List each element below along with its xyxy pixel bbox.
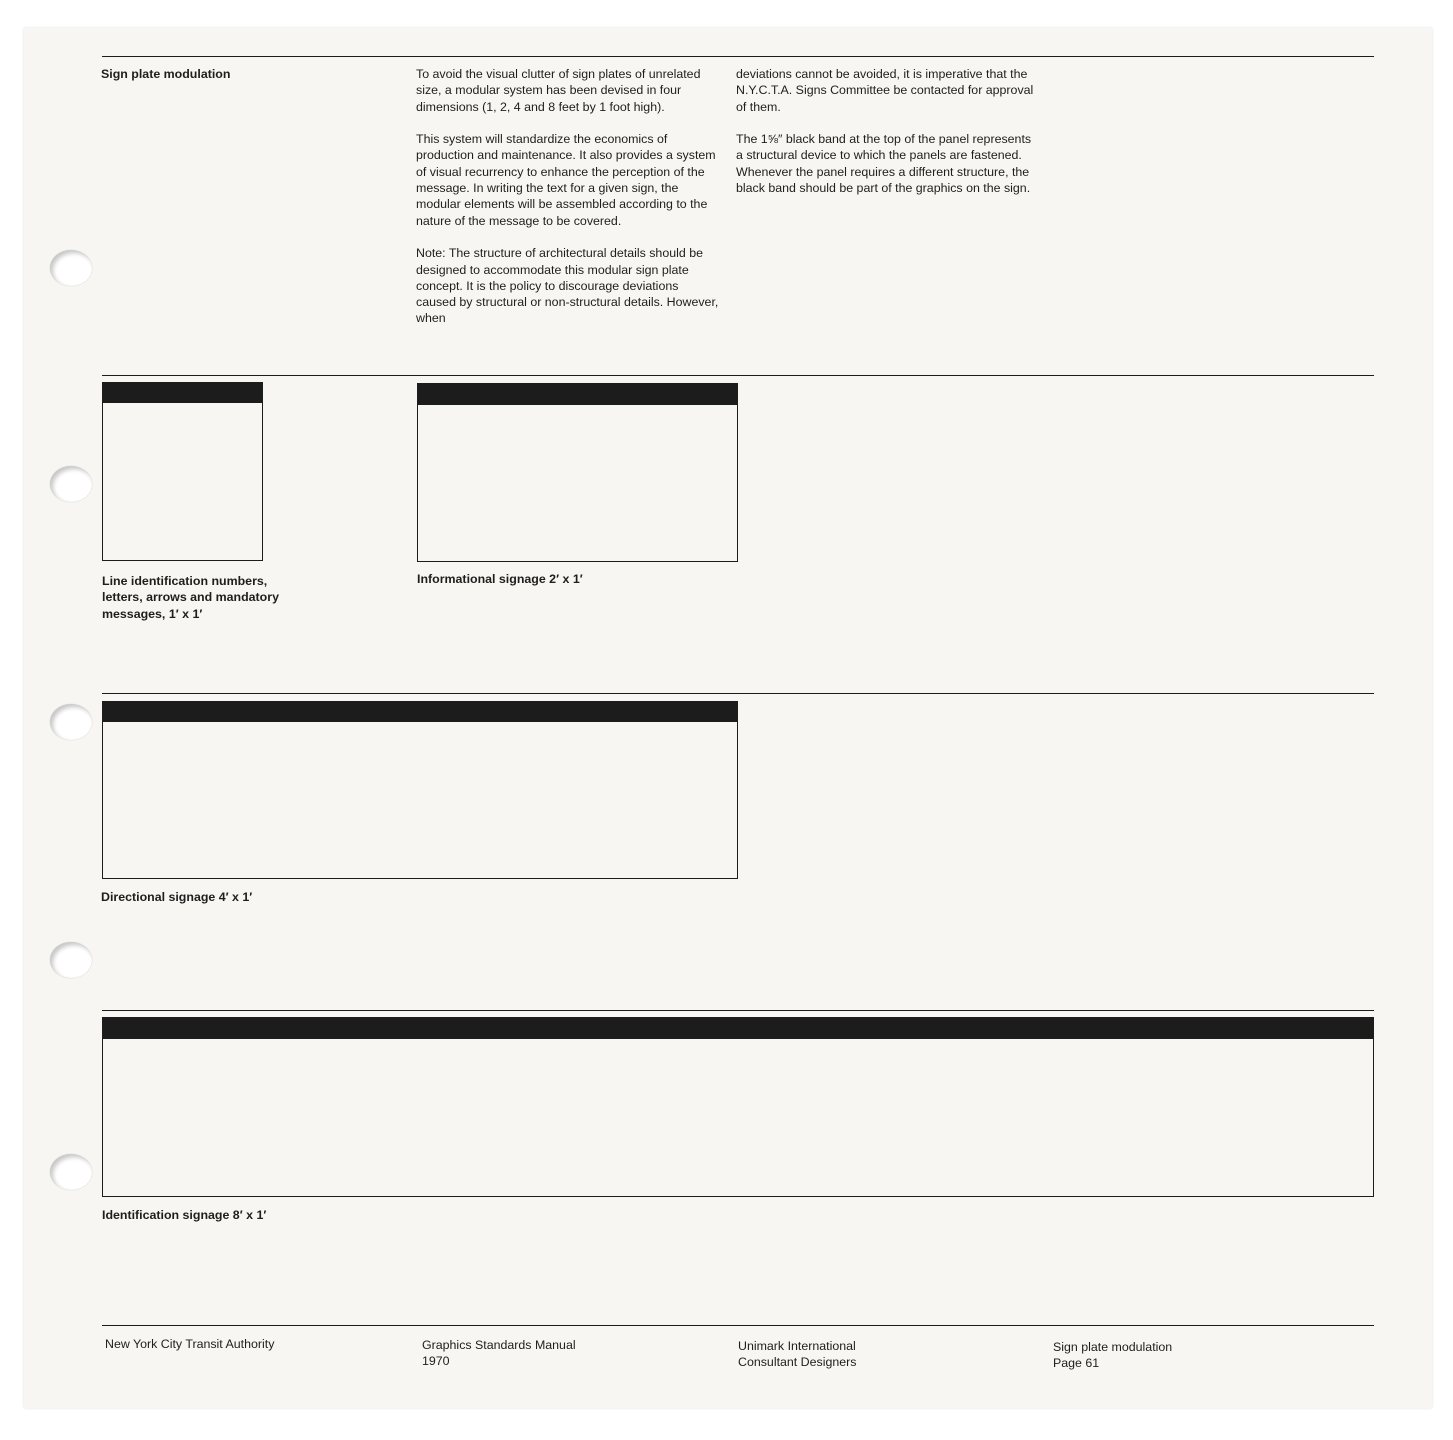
paragraph: Note: The structure of architectural details should be designed to accommodate this modular sign plate concept. It is the policy to discourage deviations caused by structural or non-structural details. However, when	[416, 246, 719, 326]
footer-section-name: Sign plate modulation	[1053, 1340, 1173, 1354]
sign-plate-8x1	[102, 1017, 1374, 1197]
footer-designer-role: Consultant Designers	[738, 1355, 857, 1370]
sign-plate-2x1	[417, 383, 738, 562]
plate-caption: Identification signage 8′ x 1′	[102, 1208, 267, 1222]
paragraph: To avoid the visual clutter of sign plates of unrelated size, a modular system has been devised in four dimensions (1, 2, 4 and 8 feet by 1 foot high).	[416, 67, 701, 114]
sign-plate-4x1	[102, 701, 738, 879]
black-band	[103, 702, 737, 722]
plate-caption: Line identification numbers, letters, arrows and mandatory messages, 1′ x 1′	[102, 574, 279, 621]
plate-caption: Directional signage 4′ x 1′	[101, 890, 253, 904]
manual-page	[24, 28, 1432, 1408]
plate-caption: Informational signage 2′ x 1′	[417, 572, 583, 586]
black-band	[103, 383, 262, 403]
footer-section	[1053, 1339, 1172, 1372]
paragraph: deviations cannot be avoided, it is imperative that the N.Y.C.T.A. Signs Committee be contacted for approval of them.	[736, 67, 1034, 114]
text-column-2	[736, 66, 1034, 213]
black-band	[103, 1018, 1373, 1039]
binder-hole-2	[50, 466, 92, 502]
footer-designer-name: Unimark International	[738, 1339, 856, 1353]
binder-hole-3	[50, 704, 92, 740]
binder-hole-1	[50, 250, 92, 286]
sign-plate-1x1	[102, 382, 263, 561]
footer-manual-year: 1970	[422, 1354, 450, 1369]
section-rule	[102, 1010, 1374, 1011]
binder-hole-5	[50, 1154, 92, 1190]
footer-org: New York City Transit Authority	[105, 1337, 275, 1351]
footer-page-number: Page 61	[1053, 1356, 1100, 1371]
footer-rule	[102, 1325, 1374, 1326]
footer-manual	[422, 1337, 576, 1370]
section-heading: Sign plate modulation	[101, 67, 231, 81]
text-column-1	[416, 66, 721, 343]
section-rule	[102, 375, 1374, 376]
paragraph: This system will standardize the economics of production and maintenance. It also provides a system of visual recurrency to enhance the perception of the message. In writing the text for a given sign, the modular elements will be assembled according to the nature of the message to be covered.	[416, 132, 716, 228]
footer-manual-title: Graphics Standards Manual	[422, 1338, 576, 1352]
section-rule	[102, 693, 1374, 694]
black-band	[418, 384, 737, 405]
binder-hole-4	[50, 942, 92, 978]
top-rule	[102, 56, 1374, 57]
footer-designer	[738, 1338, 856, 1371]
paragraph: The 1⅝″ black band at the top of the panel represents a structural device to which the panels are fastened. Whenever the panel requires a different structure, the black band should be part of the graphics on the sign.	[736, 132, 1032, 196]
